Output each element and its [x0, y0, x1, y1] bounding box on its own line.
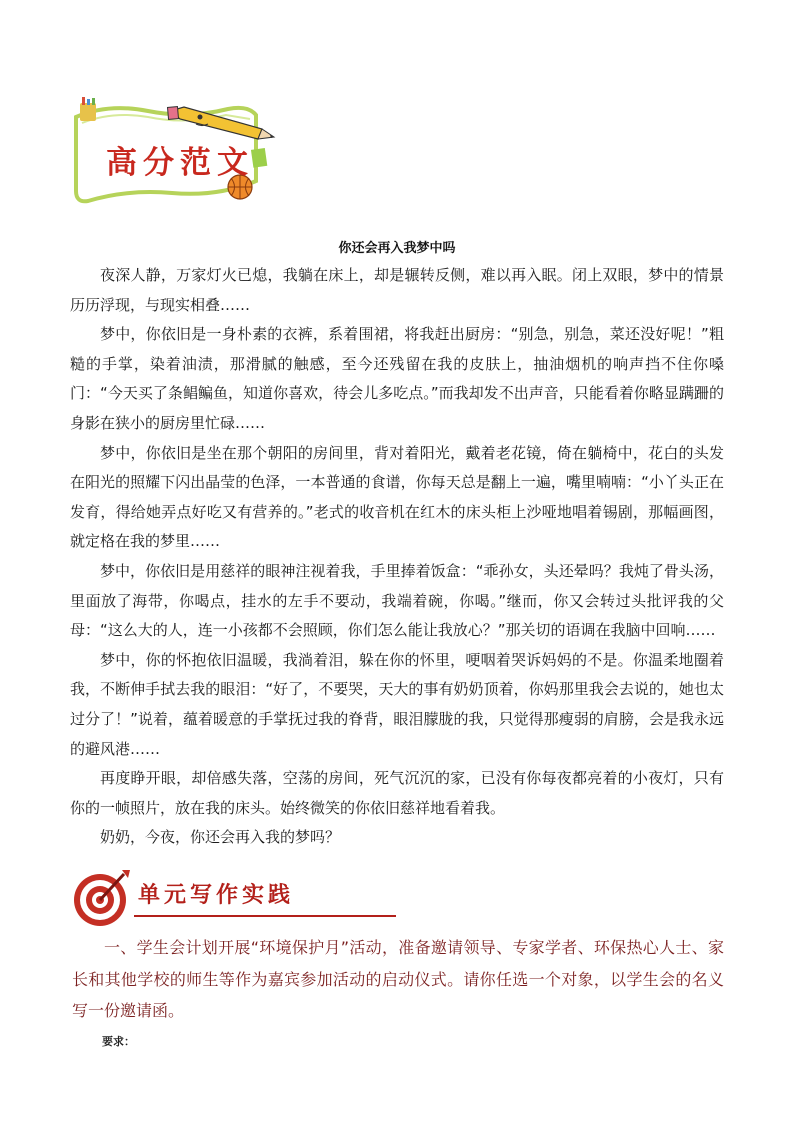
writing-task: [72, 932, 724, 1027]
requirement-label: 要求：: [102, 1035, 135, 1048]
unit-title: 单元写作实践: [138, 882, 295, 908]
unit-title-underline: [134, 915, 396, 917]
essay-paragraph: 梦中，你的怀抱依旧温暖，我淌着泪，躲在你的怀里，哽咽着哭诉妈妈的不是。你温柔地圈着我，不断伸手拭去我的眼泪：“好了，不要哭，天大的事有奶奶顶着，你妈那里我会去说的，她也太过分了！”说着，蕴着暖意的手掌抚过我的脊背，眼泪朦胧的我，只觉得那瘦弱的肩膀，会是我永远的避风港……: [70, 650, 724, 758]
essay-paragraph: 梦中，你依旧是坐在那个朝阳的房间里，背对着阳光，戴着老花镜，倚在躺椅中，花白的头发在阳光的照耀下闪出晶莹的色泽，一本普通的食谱，你每天总是翻上一遍，嘴里喃喃：“小丫头正在发育，得给她弄点好吃又有营养的。”老式的收音机在红木的床头柜上沙哑地唱着锡剧，那幅画图，就定格在我的梦里……: [70, 443, 724, 551]
banner-title: 高分范文: [106, 145, 254, 181]
task-text: 一、学生会计划开展“环境保护月”活动，准备邀请领导、专家学者、环保热心人士、家长和其他学校的师生等作为嘉宾参加活动的启动仪式。请你任选一个对象，以学生会的名义写一份邀请函。: [72, 938, 724, 1020]
section-banner: [68, 97, 278, 207]
essay-body: [70, 261, 724, 853]
essay-paragraph: 夜深人静，万家灯火已熄，我躺在床上，却是辗转反侧，难以再入眠。闭上双眼，梦中的情景历历浮现，与现实相叠……: [70, 266, 724, 314]
essay-paragraph: 梦中，你依旧是一身朴素的衣裤，系着围裙，将我赶出厨房：“别急，别急，菜还没好呢！”粗糙的手掌，染着油渍，那滑腻的触感，至今还残留在我的皮肤上，抽油烟机的响声挡不住你嗓门：“今天买了条鲳鳊鱼，知道你喜欢，待会儿多吃点。”而我却发不出声音，只能看着你略显蹒跚的身影在狭小的厨房里忙碌……: [70, 325, 724, 432]
target-icon: [72, 866, 134, 928]
essay-paragraph: 奶奶，今夜，你还会再入我的梦吗？: [100, 828, 341, 847]
essay-paragraph: 梦中，你依旧是用慈祥的眼神注视着我，手里捧着饭盒：“乖孙女，头还晕吗？我炖了骨头汤，里面放了海带，你喝点，挂水的左手不要动，我端着碗，你喝。”继而，你又会转过头批评我的父母：“这么大的人，连一小孩都不会照顾，你们怎么能让我放心？”那关切的语调在我脑中回响……: [70, 561, 724, 640]
essay-paragraph: 再度睁开眼，却倍感失落，空荡的房间，死气沉沉的家，已没有你每夜都亮着的小夜灯，只有你的一帧照片，放在我的床头。始终微笑的你依旧慈祥地看着我。: [70, 769, 724, 817]
unit-section-header: [72, 866, 332, 928]
pencil-cup-icon: [80, 97, 96, 121]
essay-title: 你还会再入我梦中吗: [338, 241, 456, 256]
